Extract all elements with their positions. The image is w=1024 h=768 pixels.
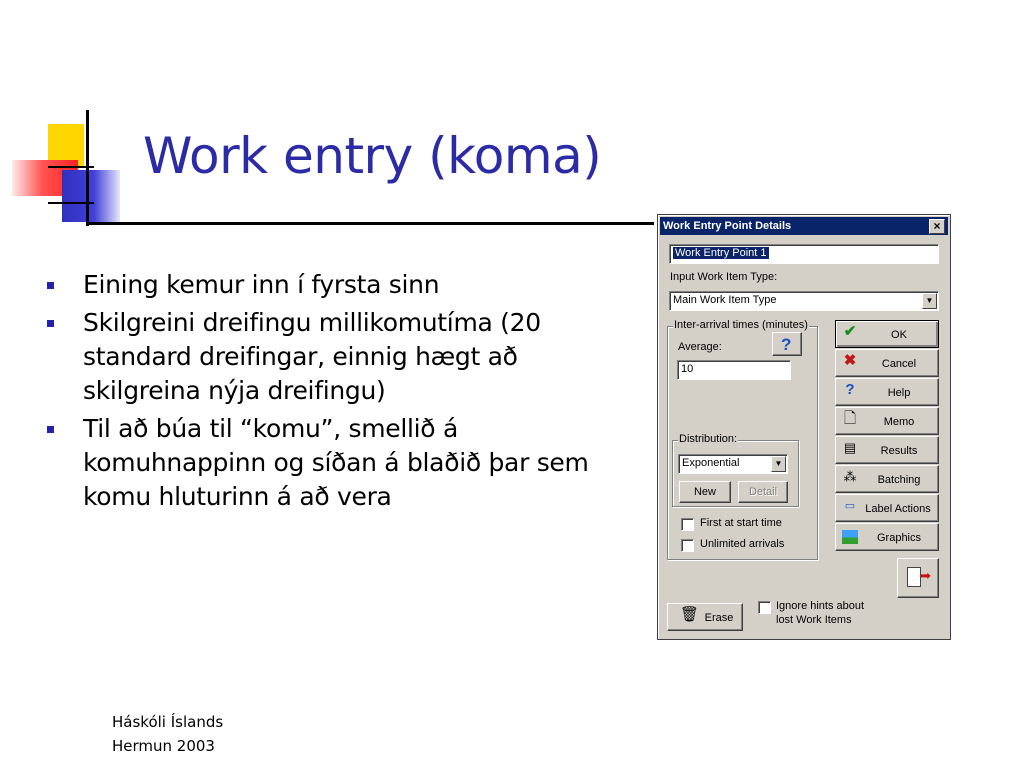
detail-button[interactable]: Detail: [738, 481, 788, 503]
bullet-item: [45, 268, 605, 302]
cross-icon: ✖: [843, 352, 857, 369]
label-icon: ▭: [844, 500, 856, 512]
trash-icon: 🗑: [680, 606, 700, 623]
batching-button-label: Batching: [877, 474, 921, 486]
close-button[interactable]: ×: [929, 219, 945, 234]
ignore-hints-label: [776, 599, 864, 627]
ignore-hints-checkbox[interactable]: [758, 601, 771, 614]
chevron-down-icon[interactable]: ▼: [771, 456, 786, 472]
memo-button[interactable]: [835, 407, 939, 435]
question-mark-icon: ?: [845, 381, 855, 398]
erase-button[interactable]: [667, 603, 743, 631]
ok-button[interactable]: [835, 320, 939, 348]
batching-button[interactable]: [835, 465, 939, 493]
first-at-start-checkbox[interactable]: [681, 518, 694, 531]
logo-horizontal-line: [48, 202, 94, 204]
label-actions-button-label: Label Actions: [865, 503, 931, 515]
chevron-down-icon[interactable]: ▼: [922, 293, 937, 309]
name-input-value: Work Entry Point 1: [675, 247, 767, 259]
distribution-select[interactable]: [678, 454, 788, 474]
average-help-button[interactable]: [772, 332, 802, 356]
question-mark-icon: ?: [781, 335, 792, 354]
square-bullet-icon: [47, 320, 54, 327]
export-document-icon: [907, 567, 921, 587]
input-type-value: Main Work Item Type: [673, 294, 777, 306]
arrow-right-icon: ➡: [920, 568, 931, 583]
bullet-text: Skilgreini dreifingu millikomutíma (20 standard dreifingar, einnig hægt að skilgreina nýja dreifingu): [83, 308, 541, 405]
footer-course: Hermun 2003: [112, 737, 215, 755]
results-report-icon: ▤: [843, 440, 857, 455]
unlimited-arrivals-label: Unlimited arrivals: [700, 538, 785, 550]
average-input-value: 10: [681, 363, 694, 375]
export-button[interactable]: [897, 558, 939, 598]
erase-button-label: Erase: [704, 612, 734, 624]
first-at-start-label: First at start time: [700, 517, 782, 529]
ok-button-label: OK: [891, 329, 907, 341]
logo-vertical-line: [86, 110, 89, 226]
input-type-label: Input Work Item Type:: [670, 271, 778, 283]
ignore-hints-label-line2: lost Work Items: [776, 614, 852, 626]
bullet-text: Til að búa til “komu”, smellið á komuhnappinn og síðan á blaðið þar sem komu hluturinn á að vera: [83, 414, 589, 511]
results-button-label: Results: [880, 445, 918, 457]
average-input[interactable]: [677, 360, 791, 380]
average-label: Average:: [678, 341, 722, 353]
interarrival-group-label: Inter-arrival times (minutes): [674, 319, 808, 331]
new-distribution-button[interactable]: New: [679, 481, 731, 503]
distribution-value: Exponential: [682, 457, 740, 469]
bullet-item: [45, 306, 605, 408]
square-bullet-icon: [47, 426, 54, 433]
help-button[interactable]: [835, 378, 939, 406]
label-actions-button[interactable]: [835, 494, 939, 522]
title-underline: [88, 222, 654, 225]
results-button[interactable]: [835, 436, 939, 464]
square-bullet-icon: [47, 282, 54, 289]
bullet-item: [45, 412, 605, 514]
name-input[interactable]: [669, 244, 939, 264]
dialog-titlebar[interactable]: [660, 217, 948, 235]
batching-icon: ⁂: [843, 469, 857, 484]
ignore-hints-label-line1: Ignore hints about: [776, 600, 865, 612]
bullet-text: Eining kemur inn í fyrsta sinn: [83, 270, 440, 299]
checkmark-icon: ✔: [843, 323, 857, 340]
dialog-title: Work Entry Point Details: [663, 220, 792, 232]
logo-blue-square: [62, 170, 120, 222]
work-entry-point-dialog: [657, 214, 951, 640]
cancel-button-label: Cancel: [881, 358, 917, 370]
slide-logo: [0, 100, 150, 230]
footer-institution: Háskóli Íslands: [112, 713, 224, 731]
help-button-label: Help: [887, 387, 911, 399]
cancel-button[interactable]: [835, 349, 939, 377]
graphics-button[interactable]: [835, 523, 939, 551]
logo-horizontal-line: [48, 166, 94, 168]
unlimited-arrivals-checkbox[interactable]: [681, 539, 694, 552]
document-icon: 🗋: [843, 410, 857, 427]
input-type-select[interactable]: [669, 291, 939, 311]
distribution-group-label: Distribution:: [679, 433, 738, 445]
memo-button-label: Memo: [883, 416, 915, 428]
graphics-button-label: Graphics: [876, 532, 922, 544]
slide-footer: [112, 710, 223, 758]
slide-title: Work entry (koma): [143, 127, 602, 185]
bullet-list: [45, 268, 605, 518]
picture-icon: [842, 530, 858, 544]
